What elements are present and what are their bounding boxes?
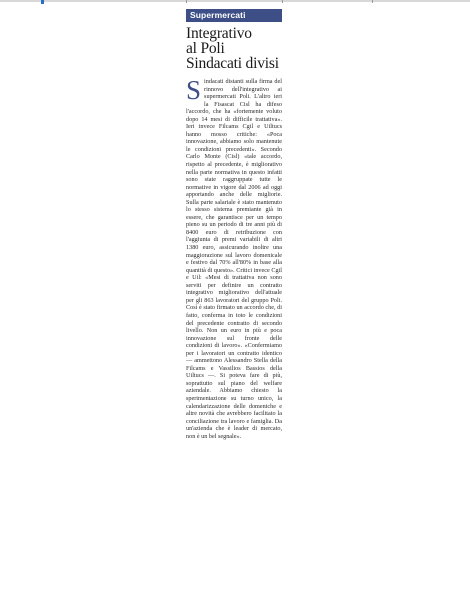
page-top-rule (0, 0, 470, 2)
page-top-accent-mark (41, 0, 44, 4)
article-body-text: indacati distanti sulla firma del rinnovo dell'integrativo ai supermercati Poli. L'altro ieri la Fisascat Cisl ha difeso l'accordo, che ha «fortemente voluto dopo 14 mesi di difficile trattativa». Ieri invece Filcams Cgil e Uiltucs hanno mosso critiche: «Poca innovazione, abbiamo solo mantenute le condizioni precedenti». Secondo Carlo Monte (Cisl) «tale accordo, rispetto al precedente, è migliorativo nella parte normativa in questo infatti sono state raggruppate tutte le normative in vigore dal 2006 ad oggi apportando anche delle migliorie. Sulla parte salariale è stato mantenuto lo stesso sistema premiante già in essere, che garantisce per un tempo pieno su un periodo di tre anni più di 8400 euro di retribuzione con l'aggiunta di premi variabili di altri 1380 euro, assicurando inoltre una maggiorazione sul lavoro domenicale e festivo dal 70% all'80% in base alla quantità di questo». Critici invece Cgil e Uil: «Mesi di trattativa non sono serviti per definire un contratto integrativo migliorativo dell'attuale per gli 863 lavoratori del gruppo Poli. Così è stato firmato un accordo che, di fatto, conferma in toto le condizioni del precedente contratto di secondo livello. Non un euro in più e poca innovazione sul fronte delle condizioni di lavoro». «Confermiamo per i lavoratori un contratto identico — ammettono Alessandro Stella della Filcams e Vassilios Bassios della Uiltucs —. Si poteva fare di più, soprattutto sul piano del welfare aziendale. Abbiamo chiesto la sperimentazione su turno unico, la calendarizzazione delle domeniche e altre novità che avrebbero facilitato la conciliazione tra lavoro e famiglia. Da un'azienda che è leader di mercato, non è un bel segnale». (186, 78, 282, 440)
page-top-tick (186, 0, 187, 3)
news-article (186, 9, 282, 440)
page-top-tick (282, 0, 283, 3)
section-label: Supermercati (186, 9, 282, 22)
page-top-tick (372, 0, 373, 3)
article-body (186, 75, 282, 440)
drop-cap-letter: S (186, 75, 202, 105)
article-headline: Integrativo al Poli Sindacati divisi (186, 25, 279, 72)
